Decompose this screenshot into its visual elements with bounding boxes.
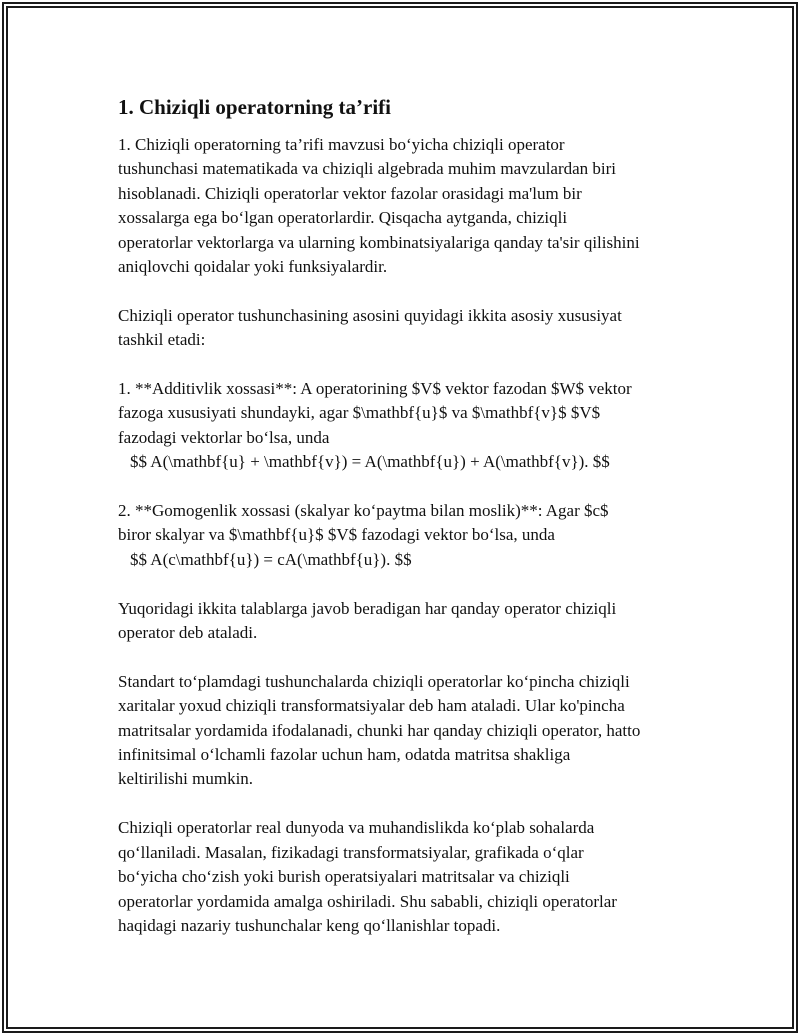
text-line: hisoblanadi. Chiziqli operatorlar vektor fazolar orasidagi ma'lum bir xyxy=(118,183,582,203)
text-line: qo‘llaniladi. Masalan, fizikadagi transformatsiyalar, grafikada o‘qlar xyxy=(118,842,584,862)
text-line: xaritalar yoxud chiziqli transformatsiyalar deb ham ataladi. Ular ko'pincha xyxy=(118,696,625,716)
text-line: 1. Chiziqli operatorning ta’rifi mavzusi bo‘yicha chiziqli operator xyxy=(118,135,565,154)
paragraph-definition xyxy=(118,597,698,646)
text-line: biror skalyar va $\mathbf{u}$ $V$ fazodagi vektor bo‘lsa, unda xyxy=(118,525,555,545)
text-line: operatorlar yordamida amalga oshiriladi. Shu sababli, chiziqli operatorlar xyxy=(118,891,617,911)
text-line: Standart to‘plamdagi tushunchalarda chiziqli operatorlar ko‘pincha chiziqli xyxy=(118,671,630,691)
paragraph-matrices xyxy=(118,670,698,792)
paragraph-applications xyxy=(118,816,698,938)
paragraph-homogeneity xyxy=(118,499,698,572)
formula-line: $$ A(c\mathbf{u}) = cA(\mathbf{u}). $$ xyxy=(130,549,412,569)
text-line: Yuqoridagi ikkita talablarga javob beradigan har qanday operator chiziqli xyxy=(118,598,617,618)
text-line: Chiziqli operatorlar real dunyoda va muhandislikda ko‘plab sohalarda xyxy=(118,818,595,838)
text-line: fazodagi vektorlar bo‘lsa, unda xyxy=(118,427,330,447)
text-line: Chiziqli operator tushunchasining asosini quyidagi ikkita asosiy xususiyat xyxy=(118,305,622,325)
text-line: bo‘yicha cho‘zish yoki burish operatsiyalari matritsalar va chiziqli xyxy=(118,867,570,887)
text-line: tashkil etadi: xyxy=(118,330,206,350)
text-line: keltirilishi mumkin. xyxy=(118,769,254,789)
paragraph-intro xyxy=(118,133,698,279)
paragraph-additivity xyxy=(118,377,698,475)
text-line: operatorlar vektorlarga va ularning kombinatsiyalariga qanday ta'sir qilishini xyxy=(118,232,640,252)
text-line: tushunchasi matematikada va chiziqli algebrada muhim mavzulardan biri xyxy=(118,159,617,179)
text-line: xossalarga ega bo‘lgan operatorlardir. Qisqacha aytganda, chiziqli xyxy=(118,208,568,228)
document-body xyxy=(118,94,698,963)
paragraph-properties-intro xyxy=(118,304,698,353)
text-line: fazoga xususiyati shundayki, agar $\mathbf{u}$ va $\mathbf{v}$ $V$ xyxy=(118,403,601,423)
text-line: matritsalar yordamida ifodalanadi, chunki har qanday chiziqli operator, hatto xyxy=(118,720,641,740)
text-line: 2. **Gomogenlik xossasi (skalyar ko‘paytma bilan moslik)**: Agar $c$ xyxy=(118,501,609,521)
section-heading: 1. Chiziqli operatorning ta’rifi xyxy=(118,95,391,119)
text-line: haqidagi nazariy tushunchalar keng qo‘llanishlar topadi. xyxy=(118,915,501,935)
text-line: aniqlovchi qoidalar yoki funksiyalardir. xyxy=(118,257,388,277)
text-line: infinitsimal o‘lchamli fazolar uchun ham, odatda matritsa shakliga xyxy=(118,745,571,765)
text-line: operator deb ataladi. xyxy=(118,623,258,643)
text-line: 1. **Additivlik xossasi**: A operatorining $V$ vektor fazodan $W$ vektor xyxy=(118,379,632,399)
formula-line: $$ A(\mathbf{u} + \mathbf{v}) = A(\mathbf{u}) + A(\mathbf{v}). $$ xyxy=(130,452,610,472)
